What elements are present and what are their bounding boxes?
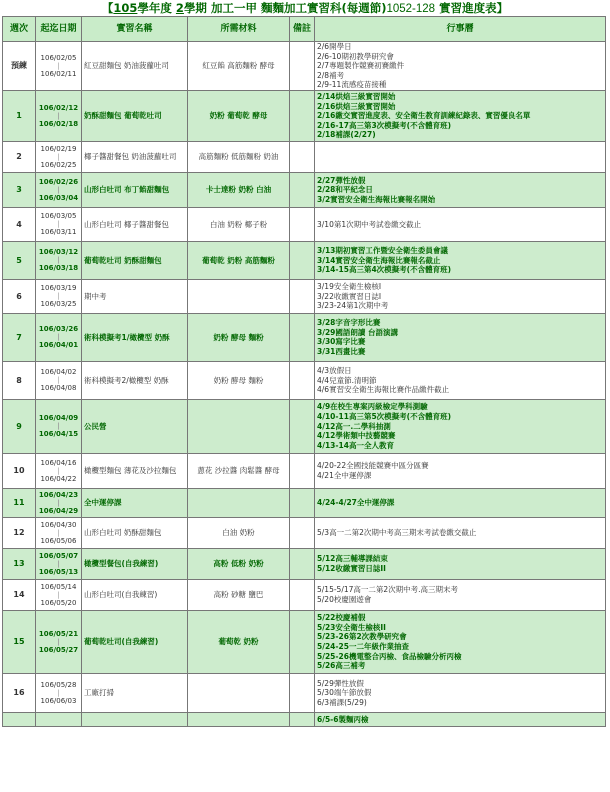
date-range-cell: [36, 172, 82, 207]
event-item: 2/16烘焙三級實習開始: [317, 101, 396, 111]
practice-item-cell: 工廠打掃: [82, 673, 188, 712]
date-range-cell: [36, 241, 82, 279]
materials-cell: 蔥花 沙拉醬 肉鬆醬 酵母: [188, 453, 290, 488]
events-cell: [315, 141, 606, 172]
event-item: 6/5-6製麵丙檢: [317, 714, 369, 724]
events-cell: [315, 548, 606, 579]
week-cell: 11: [3, 488, 36, 517]
note-cell: [290, 548, 315, 579]
start-date: 106/03/05: [40, 212, 77, 221]
event-item: 2/6-10期初教學研究會: [317, 51, 394, 61]
header-dates: 起迄日期: [36, 17, 82, 42]
materials-cell: 卡士達粉 奶粉 白油: [188, 172, 290, 207]
note-cell: [290, 279, 315, 313]
date-range-cell: [36, 579, 82, 610]
start-date: 106/03/26: [38, 325, 79, 334]
practice-item-cell: 葡萄乾吐司 奶酥甜麵包: [82, 241, 188, 279]
materials-cell: 白油 奶粉 椰子粉: [188, 207, 290, 241]
materials-cell: 白油 奶粉: [188, 517, 290, 548]
event-item: 5/26高三補考: [317, 661, 366, 671]
note-cell: [290, 579, 315, 610]
week-cell: 15: [3, 610, 36, 673]
event-item: 5/12收繳實習日誌II: [317, 563, 386, 573]
events-cell: [315, 673, 606, 712]
events-cell: [315, 172, 606, 207]
semester-number: 2: [175, 1, 184, 15]
date-range-cell: [36, 548, 82, 579]
event-item: 4/6實習安全衛生海報比賽作品繳件截止: [317, 385, 450, 395]
event-item: 2/28和平紀念日: [317, 185, 373, 195]
end-date: 106/03/18: [38, 264, 79, 273]
event-item: 3/29國語朗讀 台語演講: [317, 327, 399, 337]
date-range-cell: [36, 399, 82, 453]
start-date: 106/03/19: [40, 284, 77, 293]
header-material: 所需材料: [188, 17, 290, 42]
header-events: 行事曆: [315, 17, 606, 42]
start-date: 106/02/26: [38, 177, 79, 186]
date-separator: |: [57, 152, 60, 161]
events-cell: [315, 207, 606, 241]
event-item: 5/29彈性放假: [317, 678, 364, 688]
event-item: 5/3高一二第2次期中考高三期末考試卷繳交截止: [317, 528, 477, 538]
event-item: 4/12高一.二學科抽測: [317, 421, 391, 431]
table-row: [3, 453, 606, 488]
materials-cell: [188, 673, 290, 712]
table-row: [3, 488, 606, 517]
event-item: 5/12高三輔導課結束: [317, 554, 388, 564]
materials-cell: 奶粉 葡萄乾 酵母: [188, 90, 290, 141]
table-row: [3, 548, 606, 579]
table-row: [3, 279, 606, 313]
table-row: [3, 579, 606, 610]
date-separator: |: [57, 185, 60, 194]
table-row: [3, 313, 606, 361]
materials-cell: 葡萄乾 奶粉 高筋麵粉: [188, 241, 290, 279]
events-cell: [315, 453, 606, 488]
event-item: 2/16-17高三第3次模擬考(不含體育班): [317, 120, 452, 130]
event-item: 3/10第1次期中考試卷繳交截止: [317, 219, 422, 229]
week-cell: 預練: [3, 42, 36, 91]
date-separator: |: [57, 559, 60, 568]
event-item: 6/3補課(5/29): [317, 697, 367, 707]
date-range-cell: [36, 361, 82, 399]
week-cell: 16: [3, 673, 36, 712]
practice-item-cell: [82, 712, 188, 726]
practice-item-cell: 山形白吐司 布丁餡甜麵包: [82, 172, 188, 207]
date-range-cell: [36, 712, 82, 726]
week-cell: 4: [3, 207, 36, 241]
practice-item-cell: 山形白吐司 奶酥甜麵包: [82, 517, 188, 548]
practice-item-cell: 山形白吐司 椰子醬甜餐包: [82, 207, 188, 241]
event-item: 4/20-22全國技能競賽中區分區賽: [317, 461, 429, 471]
note-cell: [290, 610, 315, 673]
events-cell: [315, 579, 606, 610]
note-cell: [290, 517, 315, 548]
date-separator: |: [57, 292, 60, 301]
start-date: 106/04/09: [38, 414, 79, 423]
date-separator: |: [57, 498, 60, 507]
end-date: 106/02/11: [40, 69, 77, 78]
event-item: 3/14實習安全衛生海報比賽報名截止: [317, 255, 441, 265]
start-date: 106/04/23: [38, 490, 79, 499]
note-cell: [290, 313, 315, 361]
end-date: 106/04/29: [38, 506, 79, 515]
start-date: 106/02/19: [40, 144, 77, 153]
end-date: 106/05/27: [38, 645, 79, 654]
event-item: 2/8補考: [317, 70, 345, 80]
event-item: 3/23-24第1次期中考: [317, 301, 389, 311]
end-date: 106/04/22: [40, 474, 77, 483]
event-item: 2/7專題製作競賽初賽繳件: [317, 61, 405, 71]
note-cell: [290, 141, 315, 172]
note-cell: [290, 488, 315, 517]
week-cell: 14: [3, 579, 36, 610]
start-date: 106/03/12: [38, 248, 79, 257]
date-separator: |: [57, 590, 60, 599]
date-range-cell: [36, 610, 82, 673]
date-range-cell: [36, 453, 82, 488]
events-cell: [315, 399, 606, 453]
events-cell: [315, 517, 606, 548]
start-date: 106/05/07: [38, 551, 79, 560]
end-date: 106/02/25: [40, 160, 77, 169]
table-row: [3, 42, 606, 91]
end-date: 106/05/06: [40, 536, 77, 545]
event-item: 2/14烘焙三級實習開始: [317, 91, 396, 101]
date-separator: |: [57, 256, 60, 265]
start-date: 106/05/14: [40, 582, 77, 591]
table-row: [3, 241, 606, 279]
materials-cell: 紅豆餡 高筋麵粉 酵母: [188, 42, 290, 91]
table-row: [3, 712, 606, 726]
date-separator: |: [57, 422, 60, 431]
week-cell: 5: [3, 241, 36, 279]
events-cell: [315, 279, 606, 313]
event-item: 5/25-26機電整合丙檢、食品檢驗分析丙檢: [317, 651, 462, 661]
event-item: 3/22收繳實習日誌I: [317, 291, 382, 301]
date-separator: |: [57, 111, 60, 120]
header-week: 週次: [3, 17, 36, 42]
note-cell: [290, 241, 315, 279]
end-date: 106/04/08: [40, 384, 77, 393]
table-row: [3, 517, 606, 548]
event-item: 2/6開學日: [317, 42, 352, 51]
start-date: 106/04/02: [40, 368, 77, 377]
note-cell: [290, 399, 315, 453]
note-cell: [290, 172, 315, 207]
event-item: 3/14-15高三第4次模擬考(不含體育班): [317, 265, 452, 275]
events-cell: [315, 241, 606, 279]
school-year: 105: [113, 1, 138, 15]
practice-item-cell: 公民營: [82, 399, 188, 453]
week-cell: 1: [3, 90, 36, 141]
end-date: 106/03/04: [38, 193, 79, 202]
date-range-cell: [36, 673, 82, 712]
date-range-cell: [36, 488, 82, 517]
end-date: 106/02/18: [38, 119, 79, 128]
event-item: 3/19安全衛生檢核I: [317, 282, 382, 292]
event-item: 4/24-4/27全中運停課: [317, 498, 395, 508]
table-row: [3, 207, 606, 241]
date-range-cell: [36, 90, 82, 141]
event-item: 2/18補課(2/27): [317, 130, 376, 140]
event-item: 5/30端午節放假: [317, 688, 372, 698]
note-cell: [290, 207, 315, 241]
event-item: 3/13期初實習工作暨安全衛生委員會議: [317, 246, 448, 256]
week-cell: 9: [3, 399, 36, 453]
start-date: 106/05/28: [40, 680, 77, 689]
date-separator: |: [57, 466, 60, 475]
event-item: 5/23-26第2次教學研究會: [317, 632, 407, 642]
note-cell: [290, 673, 315, 712]
start-date: 106/04/30: [40, 520, 77, 529]
materials-cell: [188, 399, 290, 453]
materials-cell: 高粉 砂糖 鹽巴: [188, 579, 290, 610]
date-separator: |: [57, 688, 60, 697]
event-item: 3/28字音字形比賽: [317, 318, 381, 328]
date-range-cell: [36, 517, 82, 548]
week-cell: 8: [3, 361, 36, 399]
week-cell: 7: [3, 313, 36, 361]
end-date: 106/03/25: [40, 300, 77, 309]
date-range-cell: [36, 313, 82, 361]
table-row: [3, 172, 606, 207]
end-date: 106/04/15: [38, 430, 79, 439]
practice-item-cell: 葡萄乾吐司(自我練習): [82, 610, 188, 673]
practice-item-cell: 術科模擬考2/橄欖型 奶酥: [82, 361, 188, 399]
event-item: 4/10-11高三第5次模擬考(不含體育班): [317, 412, 452, 422]
header-note: 備註: [290, 17, 315, 42]
end-date: 106/03/11: [40, 228, 77, 237]
date-range-cell: [36, 279, 82, 313]
event-item: 2/9-11流感疫苗接種: [317, 80, 387, 90]
event-item: 3/30寫字比賽: [317, 337, 366, 347]
event-item: 4/9在校生專案丙級檢定學科測驗: [317, 402, 428, 412]
practice-item-cell: 紅豆甜麵包 奶油菠蘿吐司: [82, 42, 188, 91]
event-item: 5/15-5/17高一二第2次期中考.高三期末考: [317, 585, 459, 595]
week-cell: 2: [3, 141, 36, 172]
events-cell: [315, 90, 606, 141]
table-row: [3, 399, 606, 453]
events-cell: [315, 488, 606, 517]
event-item: 3/31西畫比賽: [317, 347, 366, 357]
week-cell: 12: [3, 517, 36, 548]
start-date: 106/04/16: [40, 458, 77, 467]
event-item: 4/12學術類中技藝競賽: [317, 431, 396, 441]
week-cell: 3: [3, 172, 36, 207]
page-title: 【105學年度 2學期 加工一甲 麵麵加工實習科(每週節)1052-128 實習進度表】: [101, 1, 509, 15]
event-item: 4/13-14高一全人教育: [317, 440, 394, 450]
event-item: 4/3放假日: [317, 366, 352, 376]
note-cell: [290, 361, 315, 399]
date-separator: |: [57, 637, 60, 646]
end-date: 106/05/13: [38, 567, 79, 576]
materials-cell: [188, 712, 290, 726]
practice-item-cell: 山形白吐司(自我練習): [82, 579, 188, 610]
date-separator: |: [57, 333, 60, 342]
event-item: 3/2實習安全衛生海報比賽報名開始: [317, 194, 436, 204]
header-item: 實習名稱: [82, 17, 188, 42]
materials-cell: 高粉 低粉 奶粉: [188, 548, 290, 579]
start-date: 106/05/21: [38, 629, 79, 638]
event-item: 5/24-25一二年級作業抽查: [317, 641, 409, 651]
note-cell: [290, 42, 315, 91]
practice-item-cell: 術科模擬考1/橄欖型 奶酥: [82, 313, 188, 361]
event-item: 5/20校慶園遊會: [317, 594, 372, 604]
materials-cell: [188, 279, 290, 313]
practice-item-cell: 橄欖型餐包(自我練習): [82, 548, 188, 579]
materials-cell: 高筋麵粉 低筋麵粉 奶油: [188, 141, 290, 172]
practice-item-cell: 椰子醬甜餐包 奶油菠蘿吐司: [82, 141, 188, 172]
event-item: 2/27彈性放假: [317, 175, 366, 185]
materials-cell: 奶粉 酵母 麵粉: [188, 313, 290, 361]
table-row: [3, 141, 606, 172]
week-cell: 6: [3, 279, 36, 313]
end-date: 106/05/20: [40, 598, 77, 607]
events-cell: [315, 712, 606, 726]
date-range-cell: [36, 141, 82, 172]
event-item: 4/4兒童節.清明節: [317, 375, 377, 385]
events-cell: [315, 42, 606, 91]
table-row: [3, 90, 606, 141]
date-separator: |: [57, 61, 60, 70]
note-cell: [290, 90, 315, 141]
events-cell: [315, 313, 606, 361]
note-cell: [290, 712, 315, 726]
materials-cell: 奶粉 酵母 麵粉: [188, 361, 290, 399]
practice-item-cell: 期中考: [82, 279, 188, 313]
end-date: 106/06/03: [40, 696, 77, 705]
course-code: 1052-128: [386, 3, 436, 15]
event-item: 2/16繳交實習進度表、安全衛生教育訓練紀錄表、實習優良名單: [317, 111, 531, 121]
practice-item-cell: 全中運停課: [82, 488, 188, 517]
event-item: 5/22校慶補假: [317, 613, 366, 623]
date-separator: |: [57, 376, 60, 385]
events-cell: [315, 610, 606, 673]
event-item: 5/23安全衛生檢核II: [317, 622, 386, 632]
materials-cell: 葡萄乾 奶粉: [188, 610, 290, 673]
materials-cell: [188, 488, 290, 517]
table-row: [3, 361, 606, 399]
table-row: [3, 673, 606, 712]
start-date: 106/02/05: [40, 53, 77, 62]
header-row: [3, 17, 606, 42]
date-range-cell: [36, 42, 82, 91]
table-row: [3, 610, 606, 673]
end-date: 106/04/01: [38, 341, 79, 350]
date-separator: |: [57, 220, 60, 229]
week-cell: [3, 712, 36, 726]
event-item: 4/21全中運停課: [317, 470, 372, 480]
events-cell: [315, 361, 606, 399]
date-range-cell: [36, 207, 82, 241]
note-cell: [290, 453, 315, 488]
schedule-table: [2, 16, 606, 727]
start-date: 106/02/12: [38, 103, 79, 112]
date-separator: |: [57, 528, 60, 537]
week-cell: 13: [3, 548, 36, 579]
practice-item-cell: 橄欖型麵包 薄花及沙拉麵包: [82, 453, 188, 488]
week-cell: 10: [3, 453, 36, 488]
practice-item-cell: 奶酥甜麵包 葡萄乾吐司: [82, 90, 188, 141]
